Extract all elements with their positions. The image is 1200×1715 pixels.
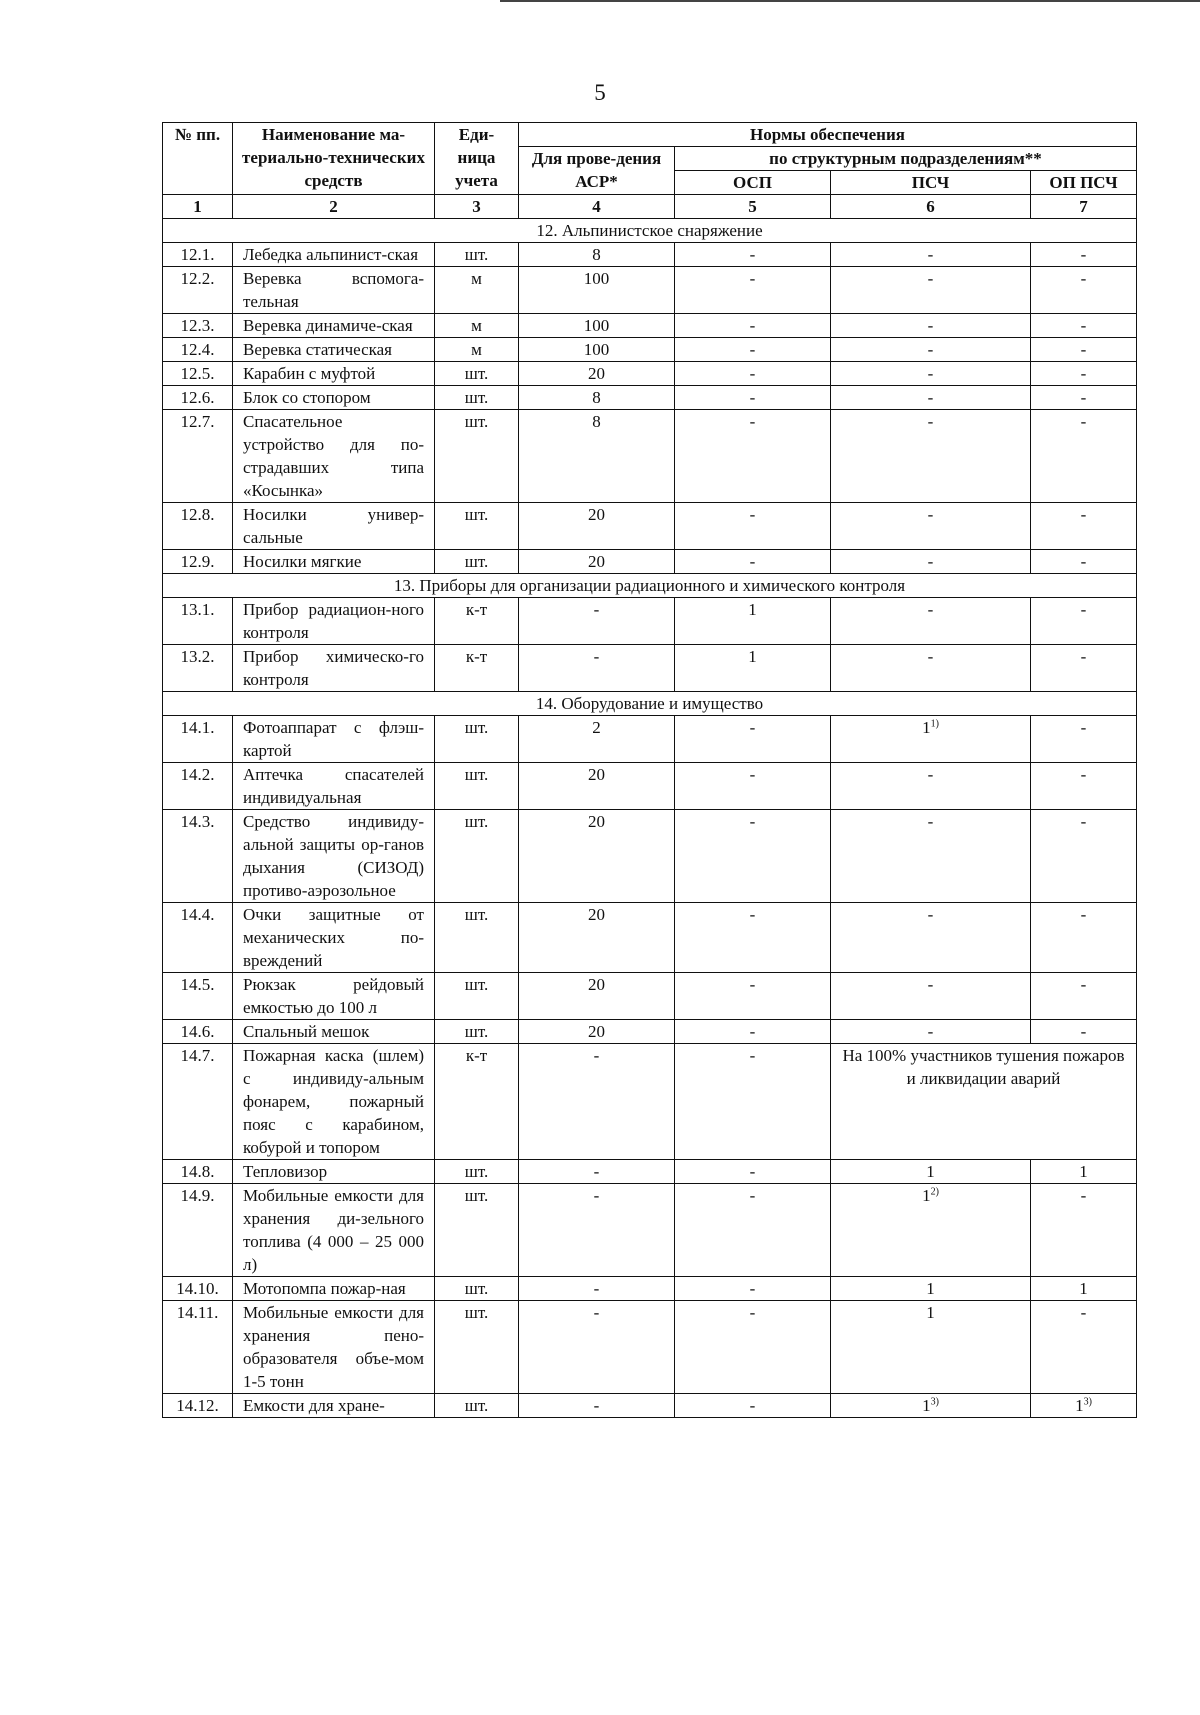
item-asr-norm: -	[519, 1301, 675, 1394]
table-row	[163, 338, 1137, 362]
table-row	[163, 716, 1137, 763]
item-op-psch-norm	[1031, 645, 1137, 692]
footnote-mark: 3)	[930, 1396, 939, 1408]
item-op-psch-norm	[1031, 410, 1137, 503]
header-osp: ОСП	[675, 171, 831, 195]
item-psch-value: -	[927, 765, 934, 784]
item-number: 12.6.	[163, 386, 233, 410]
column-number: 3	[435, 195, 519, 219]
header-col-unit: Еди-ница учета	[435, 123, 519, 195]
item-name: Средство индивиду-альной защиты ор-ганов дыхания (СИЗОД) противо-аэрозольное	[233, 810, 435, 903]
item-psch-value: 1	[922, 1396, 931, 1415]
header-norms: Нормы обеспечения	[519, 123, 1137, 147]
footnote-mark: 1)	[930, 718, 939, 730]
item-name: Веревка статическая	[233, 338, 435, 362]
item-unit: шт.	[435, 1020, 519, 1044]
table-row	[163, 973, 1137, 1020]
item-psch-value: 1	[926, 1303, 935, 1322]
item-unit: шт.	[435, 716, 519, 763]
item-op-value: -	[1080, 765, 1087, 784]
item-psch-value: -	[927, 364, 934, 383]
item-name: Спальный мешок	[233, 1020, 435, 1044]
section-row	[163, 574, 1137, 598]
item-osp-norm: -	[675, 362, 831, 386]
item-op-psch-norm	[1031, 716, 1137, 763]
item-name: Веревка динамиче-ская	[233, 314, 435, 338]
item-name: Веревка вспомога-тельная	[233, 267, 435, 314]
item-op-psch-norm	[1031, 550, 1137, 574]
item-psch-norm	[831, 503, 1031, 550]
item-unit: шт.	[435, 550, 519, 574]
item-osp-norm: -	[675, 1020, 831, 1044]
item-number: 13.1.	[163, 598, 233, 645]
table-row	[163, 267, 1137, 314]
item-unit: шт.	[435, 973, 519, 1020]
item-psch-norm	[831, 386, 1031, 410]
item-op-value: 1	[1079, 1279, 1088, 1298]
item-op-value: 1	[1075, 1396, 1084, 1415]
item-name: Емкости для хране-	[233, 1394, 435, 1418]
item-asr-norm: -	[519, 645, 675, 692]
item-name: Фотоаппарат с флэш-картой	[233, 716, 435, 763]
item-number: 14.11.	[163, 1301, 233, 1394]
item-unit: шт.	[435, 410, 519, 503]
table-row	[163, 645, 1137, 692]
item-op-value: -	[1080, 600, 1087, 619]
item-osp-norm: -	[675, 267, 831, 314]
header-op-psch: ОП ПСЧ	[1031, 171, 1137, 195]
item-unit: шт.	[435, 1301, 519, 1394]
item-number: 14.12.	[163, 1394, 233, 1418]
item-name: Носилки универ-сальные	[233, 503, 435, 550]
item-op-value: -	[1080, 364, 1087, 383]
item-op-value: -	[1080, 1022, 1087, 1041]
item-op-psch-norm	[1031, 598, 1137, 645]
item-number: 14.10.	[163, 1277, 233, 1301]
item-psch-value: -	[927, 245, 934, 264]
item-number: 14.2.	[163, 763, 233, 810]
norms-table	[162, 122, 1137, 1418]
item-op-psch-norm	[1031, 243, 1137, 267]
item-number: 12.5.	[163, 362, 233, 386]
item-unit: м	[435, 338, 519, 362]
item-op-psch-norm	[1031, 267, 1137, 314]
item-name: Карабин с муфтой	[233, 362, 435, 386]
item-number: 12.9.	[163, 550, 233, 574]
item-osp-norm: -	[675, 1394, 831, 1418]
item-number: 13.2.	[163, 645, 233, 692]
item-psch-norm	[831, 1020, 1031, 1044]
top-rule	[500, 0, 1200, 2]
table-header	[163, 123, 1137, 219]
item-asr-norm: 20	[519, 362, 675, 386]
header-for-asr: Для прове-дения АСР*	[519, 147, 675, 195]
column-number: 5	[675, 195, 831, 219]
item-osp-norm: -	[675, 716, 831, 763]
item-psch-norm	[831, 1160, 1031, 1184]
item-number: 14.4.	[163, 903, 233, 973]
item-name: Мотопомпа пожар-ная	[233, 1277, 435, 1301]
item-name: Очки защитные от механических по-вреждений	[233, 903, 435, 973]
header-psch: ПСЧ	[831, 171, 1031, 195]
item-osp-norm: 1	[675, 598, 831, 645]
item-asr-norm: 100	[519, 314, 675, 338]
section-title: 13. Приборы для организации радиационного и химического контроля	[163, 574, 1137, 598]
item-number: 14.8.	[163, 1160, 233, 1184]
item-osp-norm: -	[675, 1277, 831, 1301]
item-op-psch-norm	[1031, 973, 1137, 1020]
item-psch-norm	[831, 1184, 1031, 1277]
item-op-psch-norm	[1031, 503, 1137, 550]
item-psch-norm	[831, 267, 1031, 314]
item-psch-value: -	[927, 505, 934, 524]
item-op-value: -	[1080, 388, 1087, 407]
item-name: Мобильные емкости для хранения пено-образователя объе-мом 1-5 тонн	[233, 1301, 435, 1394]
item-number: 12.7.	[163, 410, 233, 503]
item-name: Носилки мягкие	[233, 550, 435, 574]
item-op-value: -	[1080, 316, 1087, 335]
item-asr-norm: 2	[519, 716, 675, 763]
item-psch-value: -	[927, 1022, 934, 1041]
item-osp-norm: -	[675, 1301, 831, 1394]
item-unit: шт.	[435, 1160, 519, 1184]
item-psch-value: -	[927, 316, 934, 335]
column-numbers-row	[163, 195, 1137, 219]
item-op-value: -	[1080, 340, 1087, 359]
item-name: Рюкзак рейдовый емкостью до 100 л	[233, 973, 435, 1020]
item-psch-value: 1	[922, 1186, 931, 1205]
item-psch-norm	[831, 1277, 1031, 1301]
item-psch-norm	[831, 645, 1031, 692]
section-row	[163, 219, 1137, 243]
item-psch-norm	[831, 1301, 1031, 1394]
item-op-psch-norm	[1031, 338, 1137, 362]
item-op-psch-norm	[1031, 1184, 1137, 1277]
item-osp-norm: -	[675, 550, 831, 574]
item-asr-norm: 100	[519, 267, 675, 314]
section-title: 14. Оборудование и имущество	[163, 692, 1137, 716]
column-number: 2	[233, 195, 435, 219]
item-osp-norm: -	[675, 1044, 831, 1160]
item-asr-norm: -	[519, 1160, 675, 1184]
item-op-value: -	[1080, 905, 1087, 924]
item-unit: шт.	[435, 763, 519, 810]
table-row	[163, 503, 1137, 550]
item-op-psch-norm	[1031, 1160, 1137, 1184]
header-by-units: по структурным подразделениям**	[675, 147, 1137, 171]
item-osp-norm: -	[675, 314, 831, 338]
item-name: Аптечка спасателей индивидуальная	[233, 763, 435, 810]
item-psch-value: -	[927, 647, 934, 666]
item-asr-norm: 20	[519, 903, 675, 973]
item-psch-value: 1	[926, 1162, 935, 1181]
item-unit: шт.	[435, 386, 519, 410]
item-op-value: -	[1080, 1186, 1087, 1205]
table-row	[163, 410, 1137, 503]
section-row	[163, 692, 1137, 716]
item-op-psch-norm	[1031, 810, 1137, 903]
column-number: 1	[163, 195, 233, 219]
item-psch-value: -	[927, 975, 934, 994]
item-osp-norm: -	[675, 410, 831, 503]
item-op-psch-norm	[1031, 1394, 1137, 1418]
item-asr-norm: -	[519, 1184, 675, 1277]
item-unit: к-т	[435, 598, 519, 645]
header-col-no: № пп.	[163, 123, 233, 195]
item-number: 12.8.	[163, 503, 233, 550]
item-op-value: -	[1080, 552, 1087, 571]
item-name: Спасательное устройство для по-страдавших типа «Косынка»	[233, 410, 435, 503]
item-op-psch-norm	[1031, 386, 1137, 410]
item-asr-norm: 20	[519, 550, 675, 574]
item-unit: шт.	[435, 362, 519, 386]
item-psch-norm	[831, 1394, 1031, 1418]
item-op-value: -	[1080, 269, 1087, 288]
item-number: 12.1.	[163, 243, 233, 267]
item-psch-norm	[831, 598, 1031, 645]
item-op-value: 1	[1079, 1162, 1088, 1181]
item-psch-norm	[831, 973, 1031, 1020]
table-row	[163, 763, 1137, 810]
item-number: 14.1.	[163, 716, 233, 763]
table-row	[163, 243, 1137, 267]
item-psch-value: 1	[926, 1279, 935, 1298]
item-psch-norm	[831, 410, 1031, 503]
item-asr-norm: 20	[519, 763, 675, 810]
item-osp-norm: -	[675, 1160, 831, 1184]
item-name: Блок со стопором	[233, 386, 435, 410]
item-name: Лебедка альпинист-ская	[233, 243, 435, 267]
item-unit: шт.	[435, 1394, 519, 1418]
item-asr-norm: 8	[519, 386, 675, 410]
item-asr-norm: 20	[519, 973, 675, 1020]
item-name: Прибор радиацион-ного контроля	[233, 598, 435, 645]
item-number: 12.2.	[163, 267, 233, 314]
item-name: Пожарная каска (шлем) с индивиду-альным фонарем, пожарный пояс с карабином, кобурой и топором	[233, 1044, 435, 1160]
item-unit: шт.	[435, 243, 519, 267]
item-unit: м	[435, 267, 519, 314]
item-unit: шт.	[435, 903, 519, 973]
item-op-value: -	[1080, 1303, 1087, 1322]
item-op-value: -	[1080, 718, 1087, 737]
column-number: 6	[831, 195, 1031, 219]
item-psch-value: -	[927, 905, 934, 924]
item-psch-norm	[831, 763, 1031, 810]
item-osp-norm: -	[675, 503, 831, 550]
item-op-value: -	[1080, 245, 1087, 264]
table-row	[163, 903, 1137, 973]
item-asr-norm: 20	[519, 810, 675, 903]
item-asr-norm: -	[519, 598, 675, 645]
item-osp-norm: -	[675, 243, 831, 267]
item-unit: к-т	[435, 1044, 519, 1160]
table-row	[163, 1301, 1137, 1394]
footnote-mark: 3)	[1083, 1396, 1092, 1408]
table-row	[163, 362, 1137, 386]
item-name: Тепловизор	[233, 1160, 435, 1184]
item-psch-norm	[831, 810, 1031, 903]
footnote-mark: 2)	[930, 1186, 939, 1198]
item-psch-norm	[831, 243, 1031, 267]
item-asr-norm: -	[519, 1277, 675, 1301]
item-number: 14.3.	[163, 810, 233, 903]
item-psch-value: -	[927, 600, 934, 619]
item-op-psch-norm	[1031, 362, 1137, 386]
item-unit: шт.	[435, 810, 519, 903]
item-asr-norm: 20	[519, 503, 675, 550]
item-psch-value: -	[927, 412, 934, 431]
item-number: 14.5.	[163, 973, 233, 1020]
page-number: 5	[594, 80, 606, 105]
item-osp-norm: -	[675, 386, 831, 410]
section-title: 12. Альпинистское снаряжение	[163, 219, 1137, 243]
item-op-psch-norm	[1031, 1301, 1137, 1394]
item-asr-norm: -	[519, 1394, 675, 1418]
item-unit: шт.	[435, 1277, 519, 1301]
item-osp-norm: -	[675, 763, 831, 810]
item-osp-norm: -	[675, 903, 831, 973]
item-osp-norm: -	[675, 338, 831, 362]
item-asr-norm: 100	[519, 338, 675, 362]
item-op-psch-norm	[1031, 763, 1137, 810]
item-psch-norm	[831, 550, 1031, 574]
item-psch-value: -	[927, 340, 934, 359]
item-number: 14.9.	[163, 1184, 233, 1277]
item-psch-value: 1	[922, 718, 931, 737]
item-op-value: -	[1080, 812, 1087, 831]
column-number: 4	[519, 195, 675, 219]
table-row	[163, 1044, 1137, 1160]
table-body	[163, 219, 1137, 1418]
item-op-psch-norm	[1031, 1277, 1137, 1301]
table-row	[163, 598, 1137, 645]
table-row	[163, 386, 1137, 410]
item-asr-norm: 20	[519, 1020, 675, 1044]
table-row	[163, 314, 1137, 338]
item-number: 12.4.	[163, 338, 233, 362]
item-psch-value: -	[927, 552, 934, 571]
item-unit: м	[435, 314, 519, 338]
item-asr-norm: 8	[519, 410, 675, 503]
item-op-value: -	[1080, 412, 1087, 431]
item-psch-norm	[831, 314, 1031, 338]
item-osp-norm: -	[675, 1184, 831, 1277]
table-row	[163, 1394, 1137, 1418]
item-psch-value: -	[927, 812, 934, 831]
item-number: 12.3.	[163, 314, 233, 338]
item-psch-norm	[831, 362, 1031, 386]
item-op-value: -	[1080, 647, 1087, 666]
item-op-value: -	[1080, 975, 1087, 994]
item-name: Прибор химическо-го контроля	[233, 645, 435, 692]
table-row	[163, 550, 1137, 574]
table-row	[163, 810, 1137, 903]
item-psch-norm	[831, 716, 1031, 763]
table-row	[163, 1020, 1137, 1044]
item-unit: шт.	[435, 503, 519, 550]
item-op-psch-norm	[1031, 314, 1137, 338]
item-asr-norm: -	[519, 1044, 675, 1160]
table-row	[163, 1277, 1137, 1301]
item-op-value: -	[1080, 505, 1087, 524]
table-row	[163, 1160, 1137, 1184]
item-unit: шт.	[435, 1184, 519, 1277]
column-number: 7	[1031, 195, 1137, 219]
item-psch-norm	[831, 338, 1031, 362]
header-col-name: Наименование ма-териально-технических средств	[233, 123, 435, 195]
item-psch-value: -	[927, 269, 934, 288]
item-osp-norm: -	[675, 810, 831, 903]
item-psch-value: -	[927, 388, 934, 407]
item-osp-norm: -	[675, 973, 831, 1020]
table-row	[163, 1184, 1137, 1277]
item-op-psch-norm	[1031, 903, 1137, 973]
item-op-psch-norm	[1031, 1020, 1137, 1044]
item-number: 14.6.	[163, 1020, 233, 1044]
item-name: Мобильные емкости для хранения ди-зельного топлива (4 000 – 25 000 л)	[233, 1184, 435, 1277]
item-asr-norm: 8	[519, 243, 675, 267]
item-number: 14.7.	[163, 1044, 233, 1160]
item-unit: к-т	[435, 645, 519, 692]
item-osp-norm: 1	[675, 645, 831, 692]
item-merged-norm: На 100% участников тушения пожаров и ликвидации аварий	[831, 1044, 1137, 1160]
item-psch-norm	[831, 903, 1031, 973]
